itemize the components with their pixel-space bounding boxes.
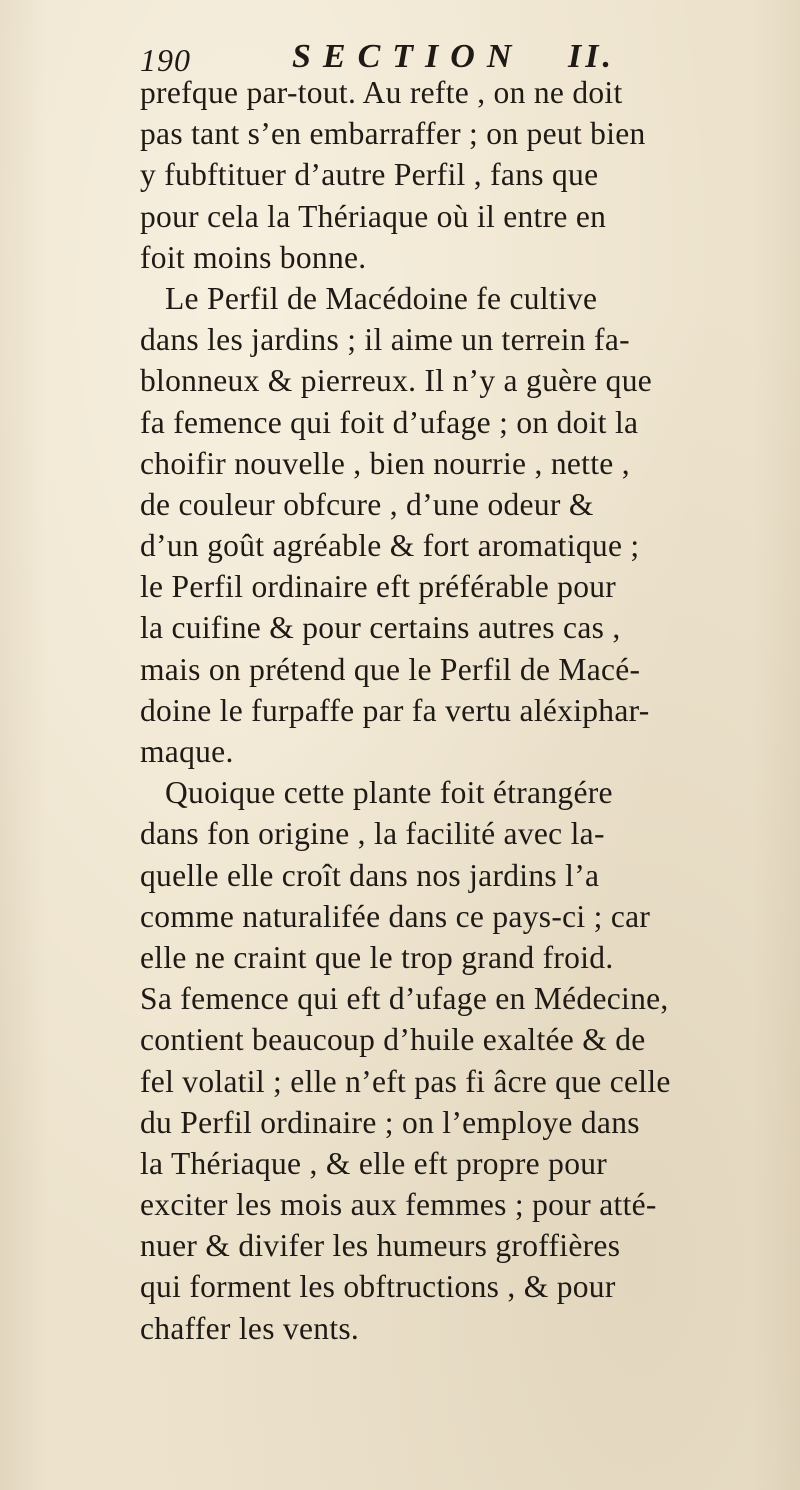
running-head-section-number: II. [568, 38, 615, 75]
text-line: doine le furpaffe par fa vertu aléxiphar- [140, 692, 650, 728]
text-line: contient beaucoup d’huile exaltée & de [140, 1022, 646, 1058]
paragraph-start-line: Le Perfil de Macédoine fe cultive [165, 280, 598, 316]
text-line: dans les jardins ; il aime un terrein fa- [140, 322, 630, 358]
text-line: le Perfil ordinaire eft préférable pour [140, 569, 617, 605]
text-line: y fubftituer d’autre Perfil , fans que [140, 157, 599, 193]
text-line: comme naturalifée dans ce pays-ci ; car [140, 898, 651, 934]
text-line: fel volatil ; elle n’eft pas fi âcre que celle [140, 1063, 671, 1099]
text-line: pas tant s’en embarraffer ; on peut bien [140, 116, 646, 152]
text-line: de couleur obfcure , d’une odeur & [140, 486, 594, 522]
text-line: fa femence qui foit d’ufage ; on doit la [140, 404, 639, 440]
text-line: chaffer les vents. [140, 1310, 360, 1346]
text-line: nuer & divifer les humeurs groffières [140, 1228, 621, 1264]
text-line: foit moins bonne. [140, 239, 367, 275]
text-line: d’un goût agréable & fort aromatique ; [140, 528, 640, 564]
text-line: quelle elle croît dans nos jardins l’a [140, 857, 600, 893]
text-line: maque. [140, 734, 234, 769]
text-line: dans fon origine , la facilité avec la- [140, 816, 605, 852]
paragraph-start-line: Quoique cette plante foit étrangére [165, 775, 613, 811]
text-line: pour cela la Thériaque où il entre en [140, 198, 607, 234]
body-text [140, 72, 780, 1349]
text-line: la cuifine & pour certains autres cas , [140, 610, 621, 646]
page-number: 190 [140, 42, 191, 78]
text-line: Sa femence qui eft d’ufage en Médecine, [140, 981, 669, 1017]
text-line: qui forment les obftructions , & pour [140, 1269, 616, 1305]
text-line: choifir nouvelle , bien nourrie , nette , [140, 445, 630, 481]
text-line: blonneux & pierreux. Il n’y a guère que [140, 363, 653, 399]
text-line: la Thériaque , & elle eft propre pour [140, 1145, 608, 1181]
text-line: elle ne craint que le trop grand froid. [140, 939, 614, 975]
text-line: mais on prétend que le Perfil de Macé- [140, 651, 641, 687]
text-line: du Perfil ordinaire ; on l’employe dans [140, 1104, 640, 1140]
running-head: SECTION [292, 38, 524, 75]
text-line: prefque par-tout. Au refte , on ne doit [140, 75, 623, 110]
text-line: exciter les mois aux femmes ; pour atté- [140, 1187, 657, 1223]
